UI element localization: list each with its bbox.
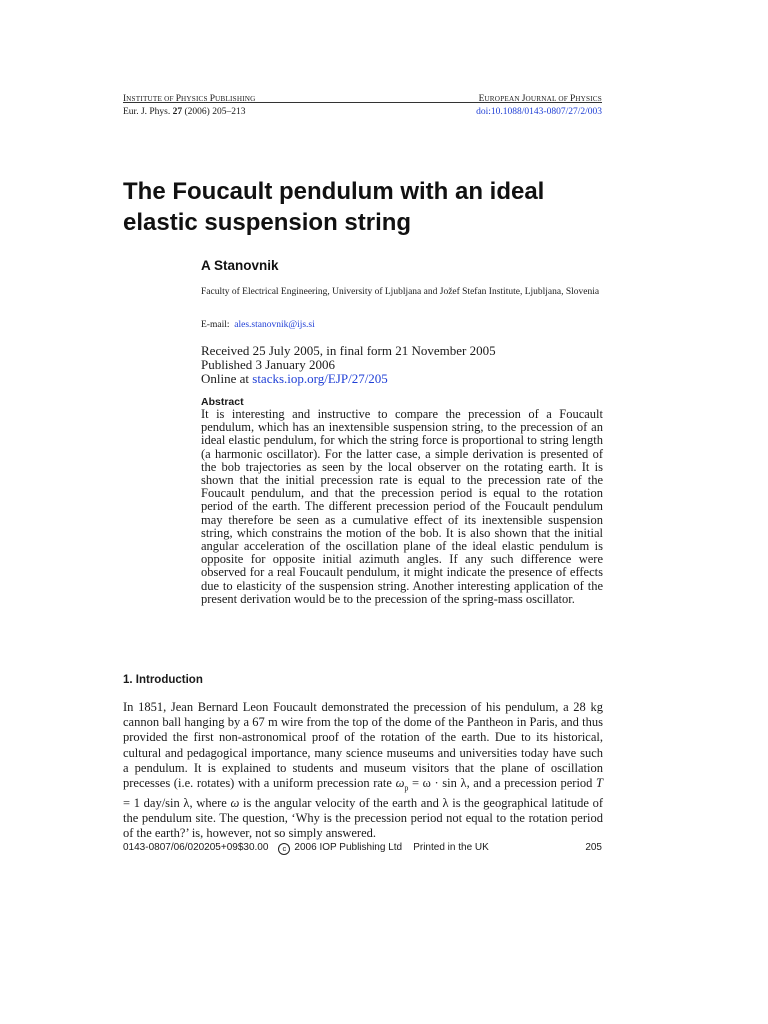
abstract-text: It is interesting and instructive to compare the precession of a Foucault pendulum, which has an inextensible suspension string, to the precession of an ideal elastic pendulum, for which the string force is proportional to string length (a harmonic oscillator). For the latter case, a simple derivation is presented of the bob trajectories as seen by the local observer on the rotating earth. It is shown that the initial precession rate is equal to the precession rate of the Foucault pendulum, and that the precession period is equal to the rotation period of the earth. The different precession period of the Foucault pendulum may therefore be seen as a cumulative effect of its inextensible suspension string, which constrains the motion of the bob. It is also shown that the initial angular acceleration of the oscillation plane of the ideal elastic pendulum is opposite for opposite initial azimuth angles. If any such difference were observed for a real Foucault pendulum, it might indicate the presence of effects due to elasticity of the suspension string. Another interesting application of the present derivation would be to the precession of the spring-mass oscillator. xyxy=(201,407,603,606)
abstract-heading: Abstract xyxy=(201,396,244,408)
journal-citation: Eur. J. Phys. 27 (2006) 205–213 xyxy=(123,107,246,117)
email-label: E-mail: xyxy=(201,320,230,330)
author-affiliation: Faculty of Electrical Engineering, University of Ljubljana and Jožef Stefan Institute, Ljubljana, Slovenia xyxy=(201,287,600,297)
online-info: Online at stacks.iop.org/EJP/27/205 xyxy=(201,371,388,386)
received-date: Received 25 July 2005, in final form 21 November 2005 xyxy=(201,343,496,358)
online-link[interactable]: stacks.iop.org/EJP/27/205 xyxy=(252,371,388,386)
introduction-paragraph: In 1851, Jean Bernard Leon Foucault demonstrated the precession of his pendulum, a 28 kg cannon ball hanging by a 67 m wire from the top of the dome of the Pantheon in Paris, and thus provided the first non-astronomical proof of the rotation of the earth. Due to its historical, cultural and pedagogical importance, many science museums and universities today have such a pendulum. It is explained to students and museum visitors that the plane of oscillation precesses (i.e. rotates) with a uniform precession rate $\omega_p = \omega \cdot \sin \lambda$, and a precession period T = 1 day/sin λ, where ω is the angular velocity of the earth and λ is the geographical latitude of the pendulum site. The question, ‘Why is the precession period not equal to the rotation period of the earth?’ is, however, not so simply answered. xyxy=(123,700,603,841)
published-date: Published 3 January 2006 xyxy=(201,357,335,372)
page-number: 205 xyxy=(585,842,602,853)
author-email-row xyxy=(201,320,315,330)
paper-title: The Foucault pendulum with an ideal elastic suspension string xyxy=(123,178,545,236)
email-link[interactable]: ales.stanovnik@ijs.si xyxy=(234,320,315,330)
author-name: A Stanovnik xyxy=(201,258,279,273)
journal-name: EUROPEAN JOURNAL OF PHYSICS xyxy=(478,94,602,104)
header-divider xyxy=(123,102,602,103)
copyright-icon: c xyxy=(278,843,290,855)
issn-code: 0143-0807/06/020205+09$30.00 xyxy=(123,842,269,853)
copyright-text: 2006 IOP Publishing Ltd Printed in the UK xyxy=(294,842,489,853)
section-heading-introduction: 1. Introduction xyxy=(123,674,203,686)
doi-link[interactable]: doi:10.1088/0143-0807/27/2/003 xyxy=(476,107,602,117)
publication-dates xyxy=(201,344,601,386)
footer-info xyxy=(123,842,489,855)
publisher-name: INSTITUTE OF PHYSICS PUBLISHING xyxy=(123,94,256,104)
